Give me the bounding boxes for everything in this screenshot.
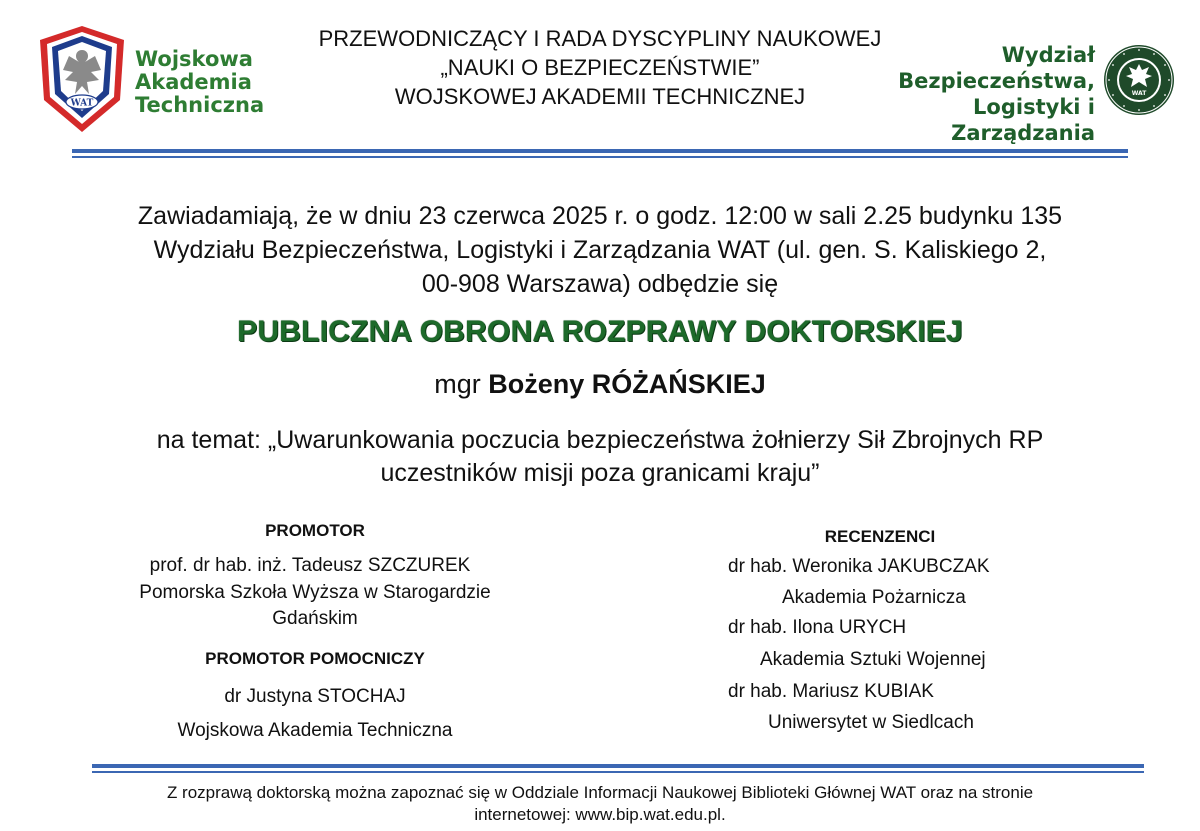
header-title-line: PRZEWODNICZĄCY I RADA DYSCYPLINY NAUKOWEJ bbox=[318, 26, 882, 51]
faculty-name-line: Wydział bbox=[1001, 43, 1095, 67]
footer-note bbox=[60, 782, 1140, 826]
candidate-surname: RÓŻAŃSKIEJ bbox=[591, 369, 766, 399]
announcement-line: Wydziału Bezpieczeństwa, Logistyki i Zarządzania WAT (ul. gen. S. Kaliskiego 2, bbox=[153, 236, 1047, 264]
wat-logo bbox=[34, 22, 130, 138]
bottom-divider bbox=[92, 764, 1144, 773]
top-divider bbox=[72, 149, 1128, 158]
announcement-line: 00-908 Warszawa) odbędzie się bbox=[421, 270, 779, 298]
wat-name bbox=[135, 48, 264, 117]
header-title-line: „NAUKI O BEZPIECZEŃSTWIE” bbox=[440, 55, 760, 80]
footer-line: internetowej: www.bip.wat.edu.pl. bbox=[474, 805, 726, 824]
headline: PUBLICZNA OBRONA ROZPRAWY DOKTORSKIEJ bbox=[237, 315, 963, 348]
faculty-seal-icon bbox=[1103, 44, 1175, 116]
wat-name-line: Wojskowa bbox=[135, 47, 253, 71]
thesis-topic bbox=[40, 424, 1160, 490]
reviewers-label: RECENZENCI bbox=[824, 527, 936, 546]
announcement bbox=[40, 199, 1160, 301]
faculty-name bbox=[835, 42, 1095, 146]
announcement-line: Zawiadamiają, że w dniu 23 czerwca 2025 r. o godz. 12:00 w sali 2.25 budynku 135 bbox=[137, 202, 1063, 230]
faculty-name-line: Bezpieczeństwa, bbox=[898, 69, 1095, 93]
topic-line: na temat: „Uwarunkowania poczucia bezpieczeństwa żołnierzy Sił Zbrojnych RP bbox=[156, 426, 1044, 454]
faculty-seal bbox=[1103, 44, 1175, 116]
promotor-label: PROMOTOR bbox=[265, 521, 365, 540]
wat-name-line: Akademia bbox=[135, 70, 252, 94]
wat-name-line: Techniczna bbox=[135, 93, 265, 117]
faculty-name-line: Logistyki i Zarządzania bbox=[951, 95, 1095, 145]
reviewer-affiliation: Akademia Sztuki Wojennej bbox=[760, 649, 986, 670]
reviewer-name: dr hab. Mariusz KUBIAK bbox=[728, 681, 934, 702]
footer-line: Z rozprawą doktorską można zapoznać się w Oddziale Informacji Naukowej Biblioteki Głównej WAT oraz na stronie bbox=[166, 783, 1034, 802]
seal-text: WAT bbox=[1131, 90, 1147, 97]
reviewer-affiliation: Uniwersytet w Siedlcach bbox=[768, 712, 974, 733]
assistant-promotor-label: PROMOTOR POMOCNICZY bbox=[205, 649, 425, 668]
candidate-first-name: Bożeny bbox=[488, 369, 585, 399]
promotor-affiliation-line: Pomorska Szkoła Wyższa w Starogardzie bbox=[139, 582, 491, 603]
promotor-affiliation bbox=[90, 580, 540, 632]
assistant-promotor-affiliation: Wojskowa Akademia Techniczna bbox=[177, 720, 453, 741]
assistant-promotor-name: dr Justyna STOCHAJ bbox=[224, 686, 406, 707]
emblem-text: WAT bbox=[70, 98, 94, 109]
promotor-name: prof. dr hab. inż. Tadeusz SZCZUREK bbox=[149, 555, 471, 576]
reviewer-name: dr hab. Weronika JAKUBCZAK bbox=[728, 556, 990, 577]
reviewer-affiliation: Akademia Pożarnicza bbox=[782, 587, 966, 608]
candidate-prefix: mgr bbox=[434, 369, 481, 399]
promotor-affiliation-line: Gdańskim bbox=[272, 608, 358, 629]
eagle-shield-icon bbox=[34, 22, 130, 138]
topic-line: uczestników misji poza granicami kraju” bbox=[380, 459, 820, 487]
reviewer-name: dr hab. Ilona URYCH bbox=[728, 617, 907, 638]
candidate-name bbox=[40, 369, 1160, 400]
header-title-line: WOJSKOWEJ AKADEMII TECHNICZNEJ bbox=[394, 84, 806, 109]
